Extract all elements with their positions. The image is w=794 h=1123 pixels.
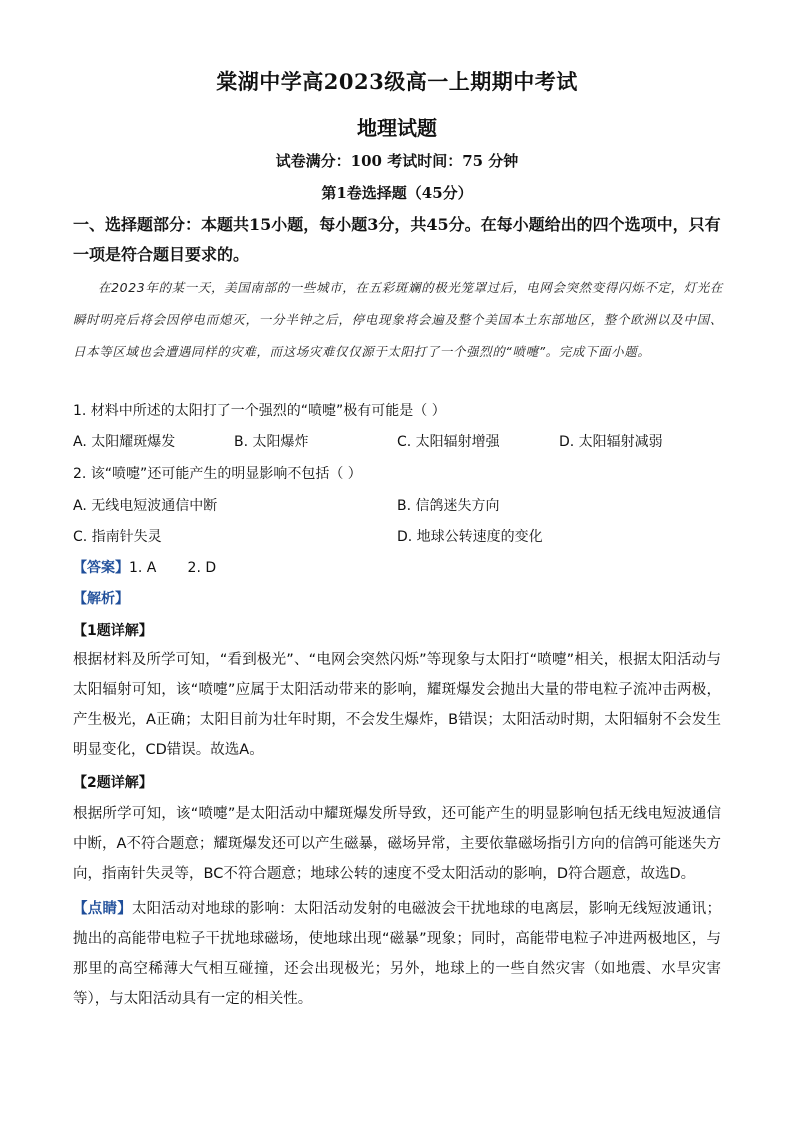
answer-label: 【答案】 [73,560,129,576]
tip-text: 太阳活动对地球的影响：太阳活动发射的电磁波会干扰地球的电离层，影响无线短波通讯；抛出的高能带电粒子干扰地球磁场，使地球出现“磁暴”现象；同时，高能带电粒子冲进两极地区，与那里的高空稀薄大气相互碰撞，还会出现极光；另外，地球上的一些自然灾害（如地震、水旱灾害等），与太阳活动具有一定的相关性。 [73,901,722,1007]
question-2-options-row2 [73,526,723,548]
detail-2-paragraph: 根据所学可知，该“喷嚏”是太阳活动中耀斑爆发所导致，还可能产生的明显影响包括无线电短波通信中断，A不符合题意；耀斑爆发还可以产生磁暴，磁场异常，主要依靠磁场指引方向的信鸽可能迷失方向，指南针失灵等，BC不符合题意；地球公转的速度不受太阳活动的影响，D符合题意，故选D。 [73,806,721,882]
question-2-stem: 2. 该“喷嚏”还可能产生的明显影响不包括（ ） [73,466,362,482]
detail-1-label: 【1题详解】 [73,623,153,639]
q2-option-b: B. 信鸽迷失方向 [397,498,500,514]
question-2-options-row1 [73,495,723,517]
exam-info: 试卷满分：100 考试时间：75 分钟 [275,152,519,170]
exam-title: 棠湖中学高2023级高一上期期中考试 [216,69,578,94]
question-1-stem: 1. 材料中所述的太阳打了一个强烈的“喷嚏”极有可能是（ ） [73,403,446,419]
question-1-options [73,431,723,453]
analysis-label: 【解析】 [73,591,129,607]
q1-option-b: B. 太阳爆炸 [234,434,309,450]
detail-2-label: 【2题详解】 [73,775,153,791]
tip-block [73,894,721,1014]
reading-passage [73,272,723,368]
q2-option-a: A. 无线电短波通信中断 [73,498,218,514]
answer-value: 1. A 2. D [129,560,217,576]
answer-line [73,557,216,579]
passage-text: 在2023年的某一天，美国南部的一些城市，在五彩斑斓的极光笼罩过后，电网会突然变得闪烁不定，灯光在瞬时明亮后将会因停电而熄灭，一分半钟之后，停电现象将会遍及整个美国本土东部地区，整个欧洲以及中国、日本等区域也会遭遇同样的灾难，而这场灾难仅仅源于太阳打了一个强烈的“喷嚏”。完成下面小题。 [73,280,723,359]
detail-1-paragraph: 根据材料及所学可知，“看到极光”、“电网会突然闪烁”等现象与太阳打“喷嚏”相关，根据太阳活动与太阳辐射可知，该“喷嚏”应属于太阳活动带来的影响，耀斑爆发会抛出大量的带电粒子流冲击两极，产生极光，A正确；太阳目前为壮年时期，不会发生爆炸，B错误；太阳活动时期，太阳辐射不会发生明显变化，CD错误。故选A。 [73,652,721,758]
q2-option-d: D. 地球公转速度的变化 [397,529,543,545]
detail-2-text [73,799,721,889]
q1-option-d: D. 太阳辐射减弱 [559,434,663,450]
subject-title: 地理试题 [357,116,437,140]
section-heading: 一、选择题部分：本题共15小题，每小题3分，共45分。在每小题给出的四个选项中，只有一项是符合题目要求的。 [73,215,721,264]
q1-option-a: A. 太阳耀斑爆发 [73,434,176,450]
volume-title: 第1卷选择题（45分） [321,184,473,202]
tip-label: 【点睛】 [73,901,132,917]
q2-option-c: C. 指南针失灵 [73,529,162,545]
q1-option-c: C. 太阳辐射增强 [397,434,500,450]
analysis-line [73,588,129,610]
detail-1-text [73,645,721,765]
